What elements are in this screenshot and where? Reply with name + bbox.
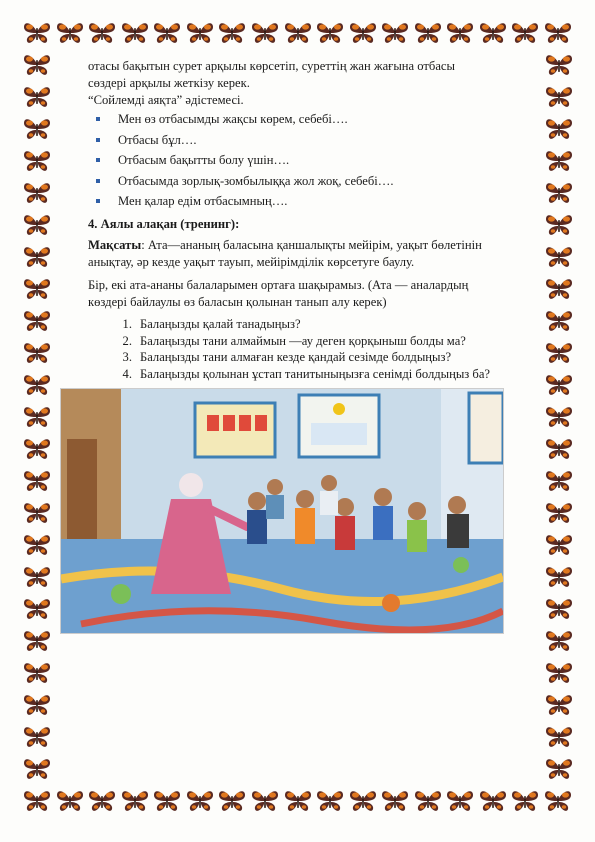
butterfly-icon [544, 660, 574, 686]
butterfly-icon [543, 788, 573, 814]
classroom-photo [60, 388, 504, 634]
butterfly-icon [250, 20, 280, 46]
photo-illustration [61, 389, 503, 633]
butterfly-icon [55, 20, 85, 46]
square-bullet [96, 199, 100, 203]
question-list [88, 316, 538, 382]
list-item [96, 173, 538, 190]
butterfly-icon [22, 468, 52, 494]
square-bullet [96, 158, 100, 162]
question-item [96, 366, 538, 383]
butterfly-icon [22, 436, 52, 462]
butterfly-icon [544, 724, 574, 750]
list-item [96, 132, 538, 149]
question-number: 2. [122, 333, 132, 348]
butterfly-icon [413, 788, 443, 814]
butterfly-icon [544, 532, 574, 558]
question-item [96, 349, 538, 366]
butterfly-icon [510, 788, 540, 814]
question-item [96, 333, 538, 350]
border-bottom [22, 788, 573, 814]
border-left [22, 52, 52, 782]
question-number: 4. [122, 366, 132, 381]
butterfly-icon [22, 660, 52, 686]
list-item-text: Отбасым бақытты болу үшін…. [118, 153, 290, 168]
butterfly-icon [22, 564, 52, 590]
goal-text-line-2: анықтау, әр кезде уақыт тауып, мейірімділік көрсетуге баулу. [88, 255, 415, 270]
butterfly-icon [445, 788, 475, 814]
butterfly-icon [22, 308, 52, 334]
question-text: Балаңызды тани алмаймын —ау деген қорқыныш болды ма? [140, 333, 466, 348]
butterfly-icon [283, 788, 313, 814]
butterfly-icon [22, 52, 52, 78]
butterfly-icon [22, 276, 52, 302]
butterfly-icon [22, 756, 52, 782]
butterfly-icon [22, 84, 52, 110]
border-top [22, 20, 573, 46]
butterfly-icon [22, 532, 52, 558]
butterfly-icon [87, 20, 117, 46]
square-bullet [96, 138, 100, 142]
butterfly-icon [22, 692, 52, 718]
butterfly-icon [22, 628, 52, 654]
method-title: “Сойлемді аяқта” әдістемесі. [88, 93, 244, 107]
butterfly-icon [544, 404, 574, 430]
butterfly-icon [22, 404, 52, 430]
butterfly-icon [22, 596, 52, 622]
butterfly-icon [283, 20, 313, 46]
invite-text-line-1: Бір, екі ата-ананы балаларымен ортаға шақырамыз. (Ата — аналардың [88, 278, 469, 293]
goal-label: Мақсаты [88, 238, 142, 253]
butterfly-icon [22, 148, 52, 174]
butterfly-icon [544, 212, 574, 238]
butterfly-icon [544, 116, 574, 142]
list-item [96, 111, 538, 128]
butterfly-icon [348, 788, 378, 814]
butterfly-icon [152, 20, 182, 46]
butterfly-icon [544, 84, 574, 110]
intro-text-line-1: отасы бақытын сурет арқылы көрсетіп, суреттің жан жағына отбасы [88, 59, 455, 73]
butterfly-icon [120, 788, 150, 814]
butterfly-icon [544, 340, 574, 366]
butterfly-icon [413, 20, 443, 46]
bullet-list [88, 111, 538, 210]
question-item [96, 316, 538, 333]
butterfly-icon [217, 20, 247, 46]
butterfly-icon [22, 788, 52, 814]
list-item-text: Отбасы бұл…. [118, 132, 197, 147]
butterfly-icon [544, 52, 574, 78]
question-text: Балаңызды қалай танадыңыз? [140, 317, 301, 332]
border-right [544, 52, 574, 782]
butterfly-icon [544, 500, 574, 526]
butterfly-icon [22, 244, 52, 270]
butterfly-icon [22, 340, 52, 366]
butterfly-icon [380, 20, 410, 46]
list-item-text: Отбасымда зорлық-зомбылыққа жол жоқ, себебі…. [118, 173, 394, 188]
butterfly-icon [250, 788, 280, 814]
butterfly-icon [120, 20, 150, 46]
butterfly-icon [22, 500, 52, 526]
butterfly-icon [544, 436, 574, 462]
butterfly-icon [87, 788, 117, 814]
question-number: 1. [122, 317, 132, 332]
butterfly-icon [348, 20, 378, 46]
butterfly-icon [185, 20, 215, 46]
goal-paragraph [88, 237, 538, 254]
butterfly-icon [544, 596, 574, 622]
butterfly-icon [22, 212, 52, 238]
butterfly-icon [544, 180, 574, 206]
butterfly-icon [544, 372, 574, 398]
butterfly-icon [544, 308, 574, 334]
butterfly-icon [22, 116, 52, 142]
butterfly-icon [544, 468, 574, 494]
list-item-text: Мен қалар едім отбасымның…. [118, 194, 288, 209]
list-item [96, 152, 538, 169]
butterfly-icon [544, 692, 574, 718]
question-number: 3. [122, 350, 132, 365]
butterfly-icon [152, 788, 182, 814]
butterfly-icon [22, 180, 52, 206]
butterfly-icon [510, 20, 540, 46]
invite-text-line-2: көздері байлаулы өз баласын қолынан танып алу керек) [88, 295, 387, 310]
butterfly-icon [543, 20, 573, 46]
butterfly-icon [380, 788, 410, 814]
butterfly-icon [478, 788, 508, 814]
section-4-heading: 4. Аялы алақан (тренинг): [88, 217, 240, 232]
butterfly-icon [544, 276, 574, 302]
square-bullet [96, 117, 100, 121]
butterfly-icon [22, 372, 52, 398]
butterfly-icon [315, 20, 345, 46]
square-bullet [96, 179, 100, 183]
butterfly-icon [544, 628, 574, 654]
list-item-text: Мен өз отбасымды жақсы көрем, себебі…. [118, 112, 348, 126]
butterfly-icon [55, 788, 85, 814]
butterfly-icon [445, 20, 475, 46]
butterfly-icon [544, 244, 574, 270]
document-body [88, 58, 538, 382]
butterfly-icon [217, 788, 247, 814]
goal-text: : Ата—ананың баласына қаншалықты мейірім, уақыт бөлетінін [141, 238, 482, 253]
butterfly-icon [544, 564, 574, 590]
butterfly-icon [185, 788, 215, 814]
butterfly-icon [544, 756, 574, 782]
intro-text-line-2: сөздері арқылы жеткізу керек. [88, 76, 250, 90]
list-item [96, 193, 538, 210]
butterfly-icon [544, 148, 574, 174]
butterfly-icon [478, 20, 508, 46]
question-text: Балаңызды қолынан ұстап танитыныңызға сенімді болдыңыз ба? [140, 366, 491, 381]
butterfly-icon [315, 788, 345, 814]
butterfly-icon [22, 20, 52, 46]
question-text: Балаңызды тани алмаған кезде қандай сезімде болдыңыз? [140, 350, 452, 365]
butterfly-icon [22, 724, 52, 750]
